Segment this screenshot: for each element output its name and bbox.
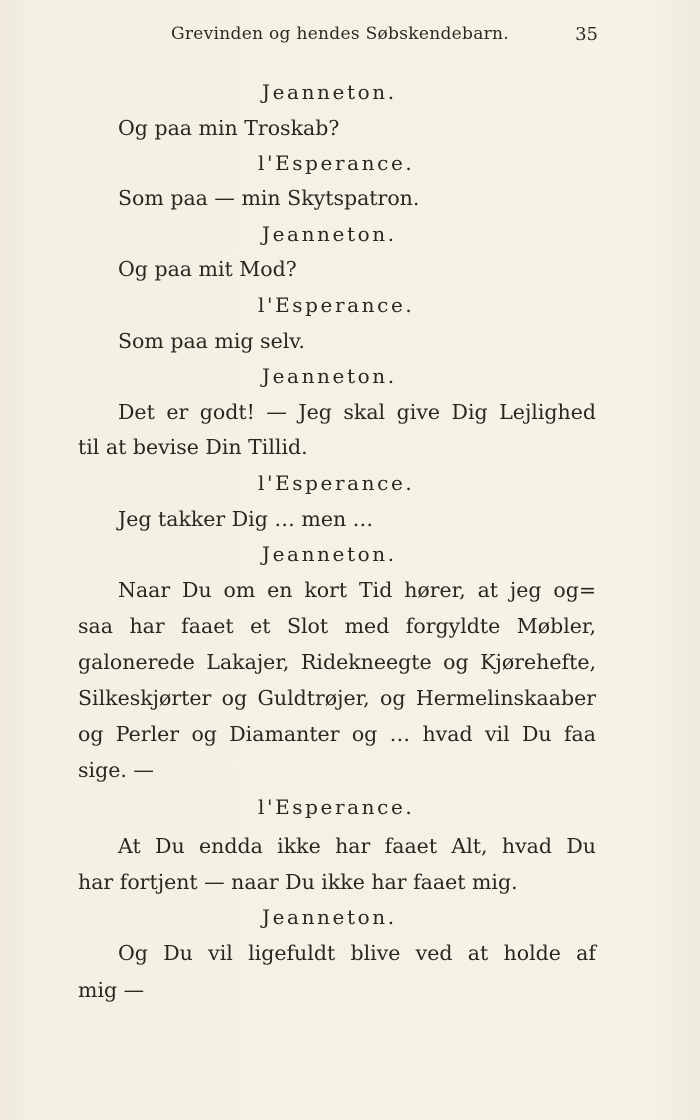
speech-line: Som paa — min Skytspatron. — [118, 186, 420, 210]
speaker-name: Jeanneton. — [262, 542, 397, 566]
speaker-name: l'Esperance. — [258, 151, 415, 175]
speech-line: sige. — — [78, 758, 154, 782]
running-header-title: Grevinden og hendes Søbskendebarn. — [170, 24, 510, 44]
speech-line: Og paa min Troskab? — [118, 116, 340, 140]
speech-line: saa har faaet et Slot med forgyldte Møbler, — [78, 614, 596, 638]
speech-line: Det er godt! — Jeg skal give Dig Lejlighed — [118, 400, 596, 424]
speech-line: Som paa mig selv. — [118, 329, 305, 353]
speech-line: Og paa mit Mod? — [118, 257, 297, 281]
speaker-name: l'Esperance. — [258, 293, 415, 317]
speaker-name: l'Esperance. — [258, 795, 415, 819]
speech-line: til at bevise Din Tillid. — [78, 435, 308, 459]
speech-line: Naar Du om en kort Tid hører, at jeg og= — [118, 578, 596, 602]
speech-line: Silkeskjørter og Guldtrøjer, og Hermelinskaaber — [78, 686, 596, 710]
speech-line: har fortjent — naar Du ikke har faaet mig. — [78, 870, 518, 894]
speaker-name: l'Esperance. — [258, 471, 415, 495]
speech-line: mig — — [78, 978, 145, 1002]
speaker-name: Jeanneton. — [262, 905, 397, 929]
speech-line: galonerede Lakajer, Ridekneegte og Kjørehefte, — [78, 650, 596, 674]
speaker-name: Jeanneton. — [262, 222, 397, 246]
speech-line: og Perler og Diamanter og … hvad vil Du faa — [78, 722, 596, 746]
speaker-name: Jeanneton. — [262, 364, 397, 388]
speech-line: Jeg takker Dig … men … — [118, 507, 374, 531]
page-number: 35 — [575, 24, 598, 45]
speech-line: At Du endda ikke har faaet Alt, hvad Du — [118, 834, 596, 858]
speech-line: Og Du vil ligefuldt blive ved at holde af — [118, 941, 596, 965]
speaker-name: Jeanneton. — [262, 80, 397, 104]
